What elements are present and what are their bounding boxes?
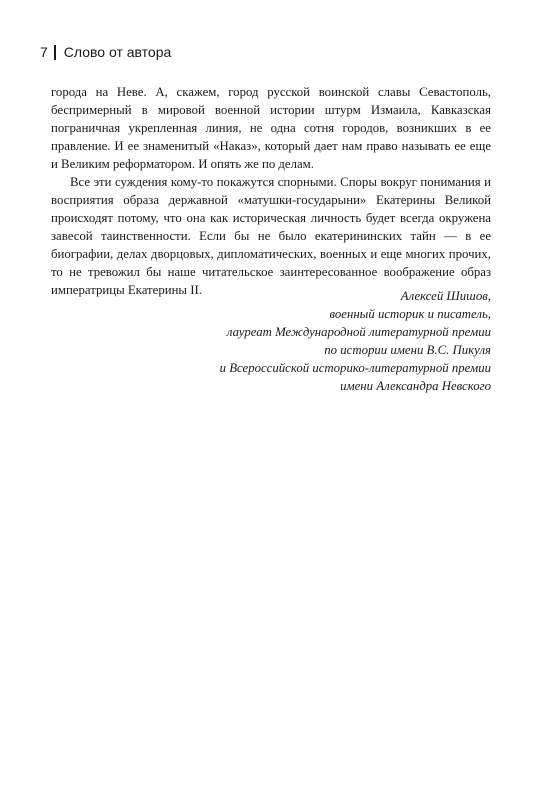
paragraph-continued: города на Неве. А, скажем, город русской воинской славы Севастополь, беспримерный в мировой военной истории штурм Измаила, Кавказская пограничная укрепленная линия, не одна сотня городов, возникших в ее правление. И ее знаменитый «Наказ», который дает нам право называть ее еще и Великим реформатором. И опять же по делам. [51,85,491,171]
author-signature [71,287,491,395]
header-separator [54,45,56,60]
author-title-line: военный историк и писатель, [329,307,491,321]
paragraph: Все эти суждения кому-то покажутся спорными. Споры вокруг понимания и восприятия образа державной «матушки-государыни» Екатерины Великой происходят потому, что она как историческая личность будет всегда окружена завесой таинственности. Если бы не было екатерининских тайн — в ее биографии, делах дворцовых, дипломатических, военных и еще многих прочих, то не тревожил бы наше читательское заинтересованное воображение образ императрицы Екатерины II. [51,175,491,297]
author-title-line: лауреат Международной литературной премии [226,325,491,339]
running-header [40,44,171,60]
author-name: Алексей Шишов, [400,289,491,303]
main-text [51,83,491,299]
author-title-line: имени Александра Невского [340,379,491,393]
author-title-line: и Всероссийской историко-литературной премии [219,361,491,375]
page-number: 7 [40,44,48,60]
author-title-line: по истории имени В.С. Пикуля [324,343,491,357]
section-title: Слово от автора [63,44,172,60]
